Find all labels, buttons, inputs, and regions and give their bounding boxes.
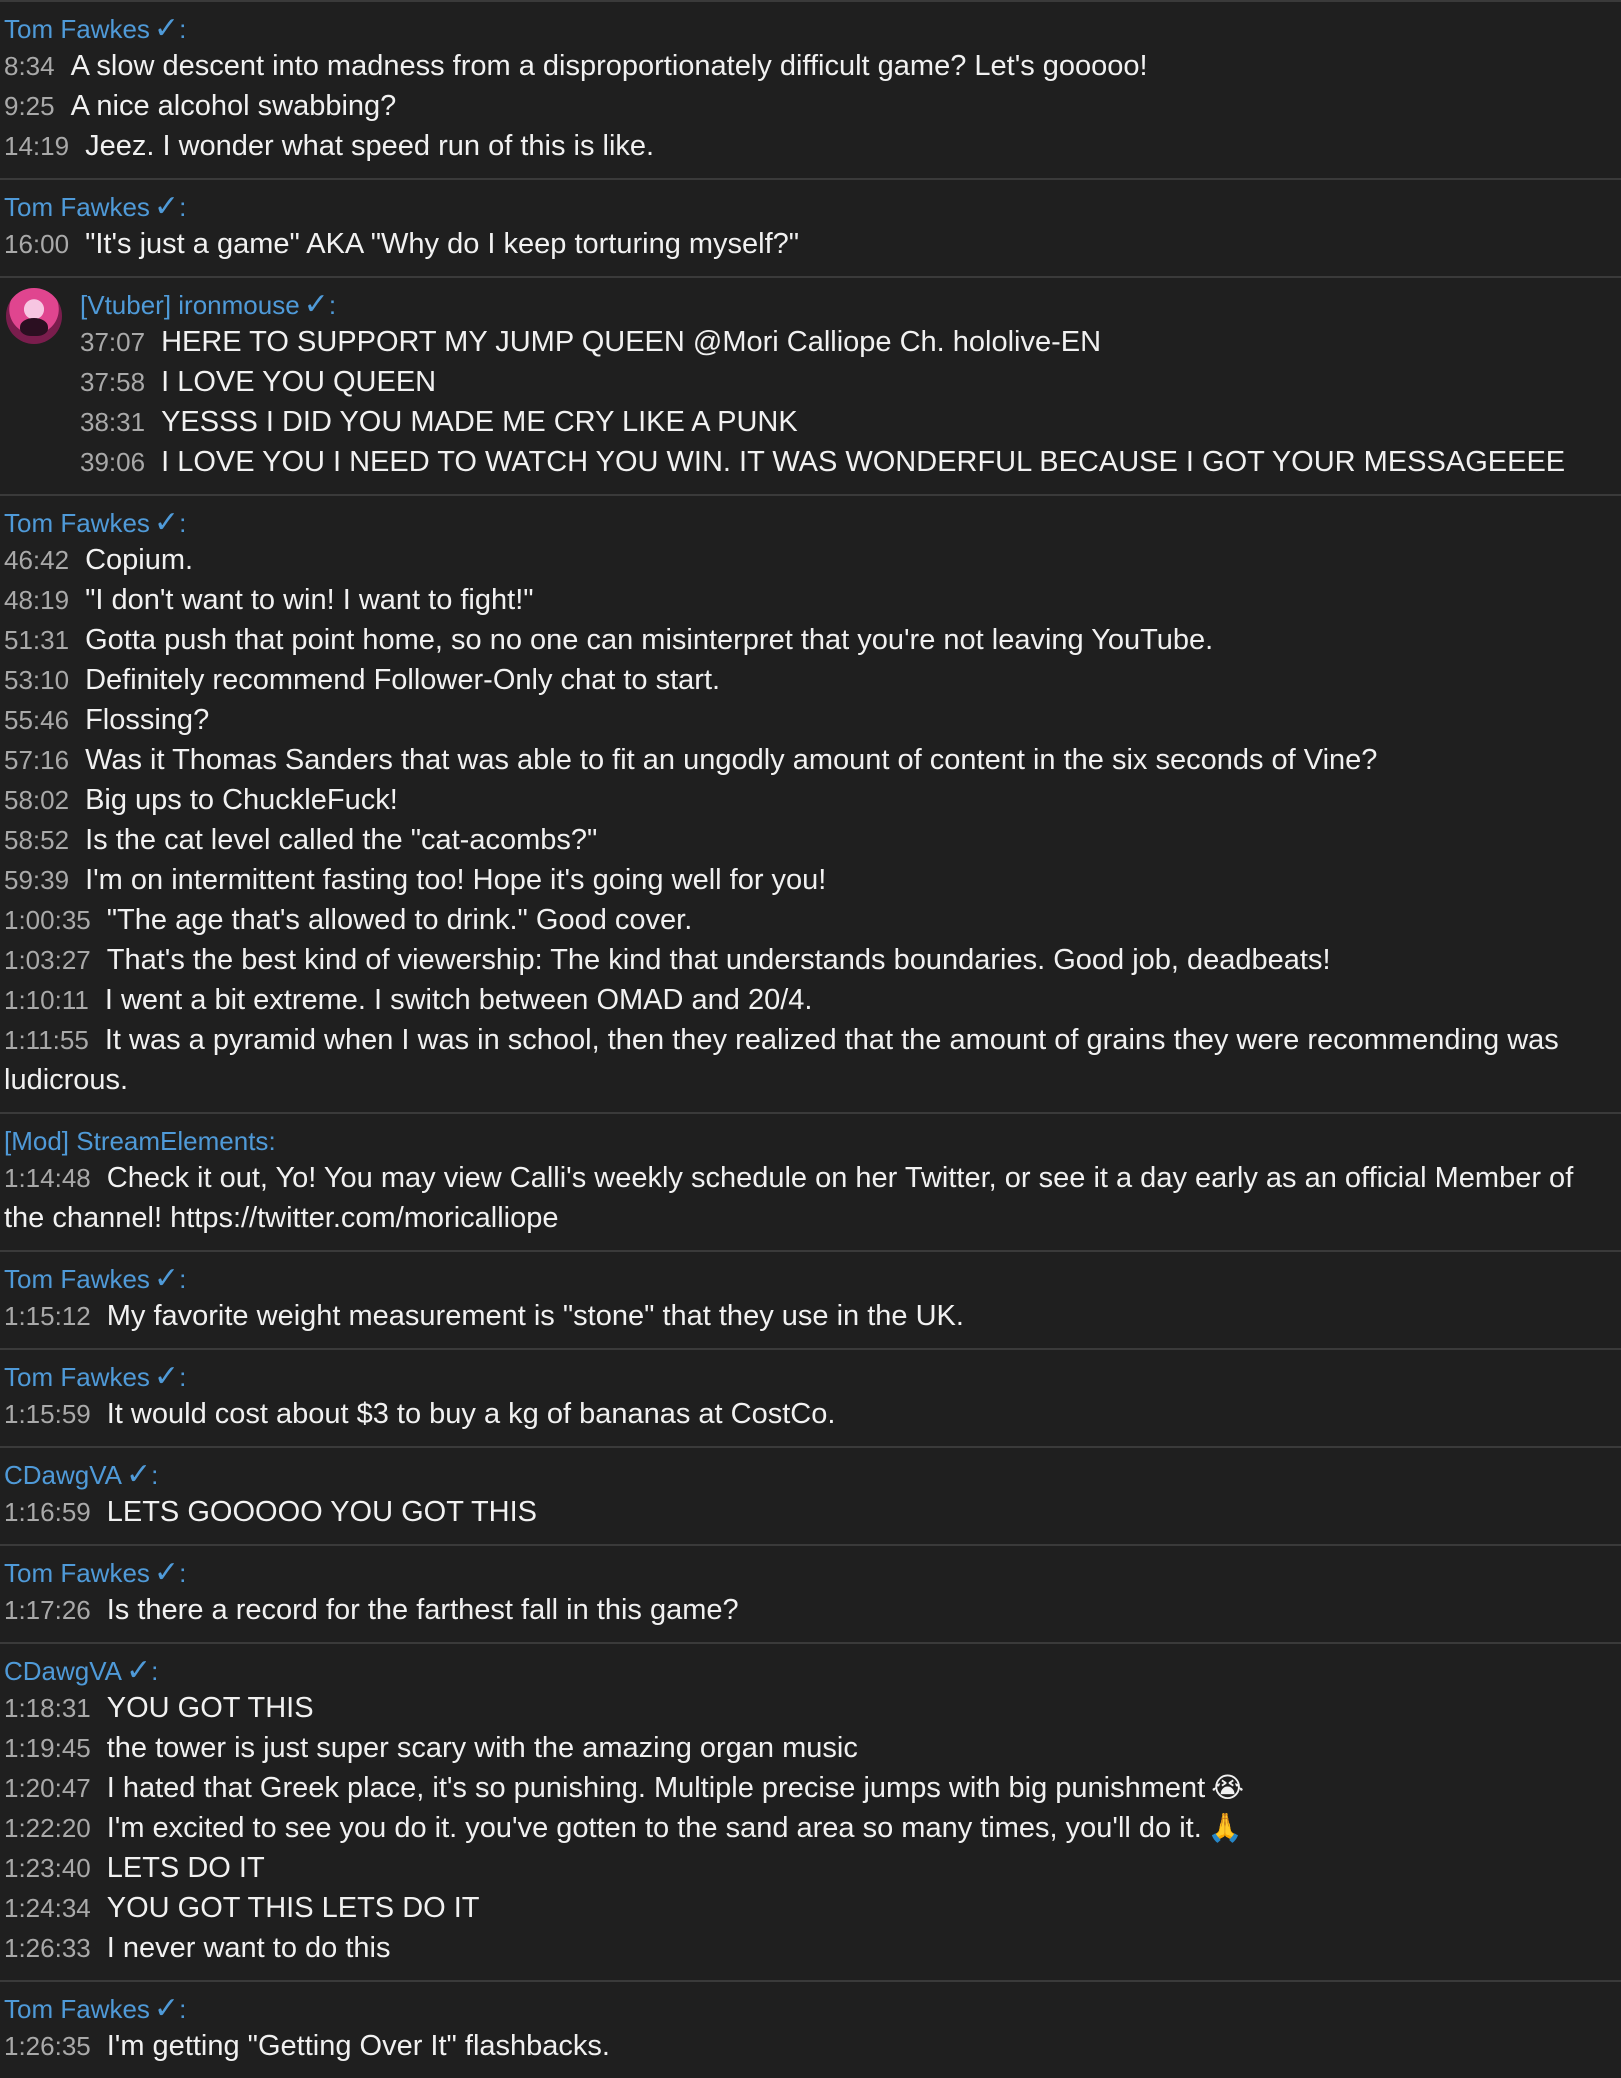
message-timestamp[interactable]: 57:16: [4, 745, 70, 775]
chat-message: [4, 86, 1621, 126]
message-group: [0, 1642, 1621, 1980]
message-text: "It's just a game" AKA "Why do I keep torturing myself?": [85, 228, 800, 260]
chat-message: [4, 1688, 1621, 1728]
message-timestamp[interactable]: 14:19: [4, 131, 70, 161]
chat-message: [4, 980, 1621, 1020]
message-text: Flossing?: [85, 704, 210, 736]
message-timestamp[interactable]: 48:19: [4, 585, 70, 615]
chat-message: [4, 740, 1621, 780]
emoji-icon: 🙏: [1207, 1812, 1243, 1843]
chat-message: [80, 442, 1621, 482]
author-colon: :: [151, 1656, 159, 1686]
message-timestamp[interactable]: 1:14:48: [4, 1163, 91, 1193]
message-timestamp[interactable]: 1:17:26: [4, 1595, 91, 1625]
author-name[interactable]: Tom Fawkes: [4, 1558, 150, 1588]
message-timestamp[interactable]: 37:58: [80, 367, 146, 397]
chat-message: [4, 1848, 1621, 1888]
chat-message: [4, 620, 1621, 660]
author-name[interactable]: Tom Fawkes: [4, 192, 150, 222]
chat-message: [4, 780, 1621, 820]
chat-message: [4, 940, 1621, 980]
author-line: [4, 1262, 1621, 1296]
chat-message: [4, 1158, 1621, 1238]
message-text: Jeez. I wonder what speed run of this is like.: [85, 130, 655, 162]
message-text: YESSS I DID YOU MADE ME CRY LIKE A PUNK: [161, 406, 798, 438]
author-name[interactable]: Tom Fawkes: [4, 1994, 150, 2024]
message-timestamp[interactable]: 9:25: [4, 91, 55, 121]
emoji-icon: 😭: [1211, 1772, 1244, 1803]
message-timestamp[interactable]: 1:23:40: [4, 1853, 91, 1883]
chat-message: [4, 860, 1621, 900]
message-timestamp[interactable]: 1:03:27: [4, 945, 91, 975]
message-text: the tower is just super scary with the amazing organ music: [106, 1732, 858, 1764]
chat-message: [4, 1808, 1621, 1848]
message-text: I'm getting "Getting Over It" flashbacks.: [106, 2030, 610, 2062]
message-timestamp[interactable]: 55:46: [4, 705, 70, 735]
verified-check-icon: ✓: [153, 1992, 180, 2025]
chat-message: [4, 1394, 1621, 1434]
message-text: Definitely recommend Follower-Only chat to start.: [85, 664, 721, 696]
chat-message: [4, 820, 1621, 860]
chat-message: [4, 1492, 1621, 1532]
message-timestamp[interactable]: 1:24:34: [4, 1893, 91, 1923]
chat-message: [80, 362, 1621, 402]
message-group: [0, 1980, 1621, 2078]
author-line: [4, 12, 1621, 46]
chat-message: [80, 322, 1621, 362]
message-text: I LOVE YOU I NEED TO WATCH YOU WIN. IT WAS WONDERFUL BECAUSE I GOT YOUR MESSAGEEEE: [161, 446, 1566, 478]
message-timestamp[interactable]: 16:00: [4, 229, 70, 259]
message-text: YOU GOT THIS: [106, 1692, 314, 1724]
verified-check-icon: ✓: [153, 1262, 180, 1295]
chat-message: [4, 46, 1621, 86]
author-line: [80, 288, 1621, 322]
message-text: A nice alcohol swabbing?: [70, 90, 397, 122]
author-name[interactable]: CDawgVA: [4, 1460, 123, 1490]
message-text: It would cost about $3 to buy a kg of bananas at CostCo.: [106, 1398, 836, 1430]
author-line: [4, 1124, 1621, 1158]
message-group: [0, 1250, 1621, 1348]
message-text: I'm excited to see you do it. you've gotten to the sand area so many times, you'll do it.: [106, 1812, 1202, 1844]
verified-check-icon: ✓: [303, 288, 329, 321]
avatar[interactable]: [6, 288, 62, 344]
message-text: I went a bit extreme. I switch between OMAD and 20/4.: [104, 984, 813, 1016]
message-text: "The age that's allowed to drink." Good cover.: [106, 904, 693, 936]
author-name[interactable]: Tom Fawkes: [4, 1362, 150, 1392]
message-group: [0, 178, 1621, 276]
message-timestamp[interactable]: 1:18:31: [4, 1693, 91, 1723]
author-name[interactable]: Tom Fawkes: [4, 1264, 150, 1294]
message-text: Copium.: [85, 544, 194, 576]
author-colon: :: [179, 1264, 187, 1294]
author-line: [4, 1556, 1621, 1590]
verified-check-icon: ✓: [153, 12, 180, 45]
author-line: [4, 506, 1621, 540]
verified-check-icon: ✓: [126, 1458, 152, 1491]
message-group: [0, 494, 1621, 1112]
chat-message: [80, 402, 1621, 442]
message-text: Gotta push that point home, so no one can misinterpret that you're not leaving YouTube.: [85, 624, 1214, 656]
author-line: [4, 1360, 1621, 1394]
message-timestamp[interactable]: 8:34: [4, 51, 55, 81]
message-text: I hated that Greek place, it's so punishing. Multiple precise jumps with big punishment: [106, 1772, 1206, 1804]
message-timestamp[interactable]: 1:16:59: [4, 1497, 91, 1527]
message-timestamp[interactable]: 1:22:20: [4, 1813, 91, 1843]
author-colon: :: [328, 290, 337, 320]
chat-message: [4, 1888, 1621, 1928]
message-group: [0, 1544, 1621, 1642]
message-text: HERE TO SUPPORT MY JUMP QUEEN @Mori Calliope Ch. hololive-EN: [161, 326, 1102, 358]
message-text: Check it out, Yo! You may view Calli's weekly schedule on her Twitter, or see it a day early as an official Member of the channel! https://twitter.com/moricalliope: [4, 1162, 1574, 1234]
message-timestamp[interactable]: 1:19:45: [4, 1733, 91, 1763]
message-timestamp[interactable]: 58:02: [4, 785, 70, 815]
chat-message: [4, 1768, 1621, 1808]
verified-check-icon: ✓: [153, 506, 180, 539]
message-timestamp[interactable]: 39:06: [80, 447, 146, 477]
message-text: Big ups to ChuckleFuck!: [85, 784, 398, 816]
author-colon: :: [151, 1460, 159, 1490]
message-timestamp[interactable]: 1:20:47: [4, 1773, 91, 1803]
message-timestamp[interactable]: 51:31: [4, 625, 70, 655]
message-timestamp[interactable]: 59:39: [4, 865, 70, 895]
message-text: I'm on intermittent fasting too! Hope it's going well for you!: [85, 864, 827, 896]
chat-message: [4, 2026, 1621, 2066]
author-colon: :: [179, 14, 187, 44]
author-line: [4, 1654, 1621, 1688]
message-timestamp[interactable]: 58:52: [4, 825, 70, 855]
message-timestamp[interactable]: 37:07: [80, 327, 146, 357]
author-name[interactable]: Tom Fawkes: [4, 508, 150, 538]
chat-message: [4, 700, 1621, 740]
chat-message: [4, 1590, 1621, 1630]
author-name[interactable]: CDawgVA: [4, 1656, 123, 1686]
message-timestamp[interactable]: 1:11:55: [4, 1025, 89, 1055]
chat-message: [4, 224, 1621, 264]
message-timestamp[interactable]: 46:42: [4, 545, 70, 575]
chat-message: [4, 1928, 1621, 1968]
chat-message: [4, 1296, 1621, 1336]
author-colon: :: [179, 1558, 187, 1588]
author-colon: :: [179, 1362, 187, 1392]
message-timestamp[interactable]: 1:15:12: [4, 1301, 91, 1331]
verified-check-icon: ✓: [153, 1556, 180, 1589]
message-text: It was a pyramid when I was in school, then they realized that the amount of grains they were recommending was ludicrous.: [4, 1024, 1559, 1096]
message-text: Is the cat level called the "cat-acombs?": [85, 824, 598, 856]
message-timestamp[interactable]: 1:26:35: [4, 2031, 91, 2061]
message-group: [0, 0, 1621, 178]
message-timestamp[interactable]: 53:10: [4, 665, 70, 695]
message-timestamp[interactable]: 1:00:35: [4, 905, 91, 935]
message-timestamp[interactable]: 38:31: [80, 407, 146, 437]
message-group: [0, 1348, 1621, 1446]
message-text: Is there a record for the farthest fall in this game?: [106, 1594, 739, 1626]
message-text: LETS GOOOOO YOU GOT THIS: [106, 1496, 538, 1528]
author-line: [4, 190, 1621, 224]
author-line: [4, 1992, 1621, 2026]
author-colon: :: [179, 192, 187, 222]
chat-message: [4, 660, 1621, 700]
message-text: YOU GOT THIS LETS DO IT: [106, 1892, 480, 1924]
author-colon: :: [179, 508, 187, 538]
message-text: A slow descent into madness from a disproportionately difficult game? Let's gooooo!: [70, 50, 1148, 82]
message-group: [0, 276, 1621, 494]
message-text: "I don't want to win! I want to fight!": [85, 584, 534, 616]
verified-check-icon: ✓: [153, 190, 180, 223]
chat-message: [4, 126, 1621, 166]
message-timestamp[interactable]: 1:26:33: [4, 1933, 91, 1963]
message-text: My favorite weight measurement is "stone" that they use in the UK.: [106, 1300, 964, 1332]
author-colon: :: [268, 1126, 276, 1156]
message-timestamp[interactable]: 1:10:11: [4, 985, 89, 1015]
verified-check-icon: ✓: [153, 1360, 180, 1393]
message-text: LETS DO IT: [106, 1852, 265, 1884]
message-text: That's the best kind of viewership: The kind that understands boundaries. Good job, deadbeats!: [106, 944, 1331, 976]
chat-message: [4, 1020, 1621, 1100]
chat-message: [4, 900, 1621, 940]
author-name[interactable]: [Vtuber] ironmouse: [80, 290, 300, 320]
message-text: I never want to do this: [106, 1932, 391, 1964]
chat-message: [4, 540, 1621, 580]
author-colon: :: [179, 1994, 187, 2024]
author-name[interactable]: Tom Fawkes: [4, 14, 150, 44]
message-text: I LOVE YOU QUEEN: [161, 366, 437, 398]
message-text: Was it Thomas Sanders that was able to fit an ungodly amount of content in the six seconds of Vine?: [85, 744, 1378, 776]
message-group: [0, 1446, 1621, 1544]
author-name[interactable]: [Mod] StreamElements: [4, 1126, 269, 1156]
verified-check-icon: ✓: [126, 1654, 152, 1687]
chat-message: [4, 580, 1621, 620]
chat-message: [4, 1728, 1621, 1768]
message-timestamp[interactable]: 1:15:59: [4, 1399, 91, 1429]
message-group: [0, 1112, 1621, 1250]
author-line: [4, 1458, 1621, 1492]
